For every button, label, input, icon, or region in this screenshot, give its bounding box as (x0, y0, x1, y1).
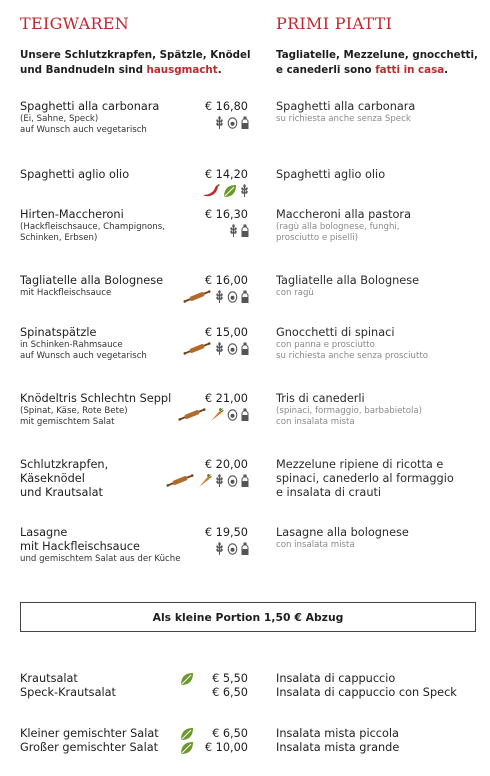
item-desc-it: con insalata mista (276, 540, 355, 550)
item-price: € 16,00 (204, 274, 248, 287)
item-desc-de: Schinken, Erbsen) (20, 233, 98, 243)
item-desc-it: (spinaci, formaggio, barbabietola) (276, 406, 423, 416)
item-desc-it: con ragù (276, 288, 314, 298)
intro-text-de (20, 48, 260, 78)
allergen-icons (229, 224, 249, 237)
allergen-icons (165, 474, 249, 487)
item-de (20, 326, 200, 362)
wheat-icon (215, 116, 224, 129)
rolling-pin-icon (182, 290, 212, 303)
item-name-de: Käseknödel (20, 472, 85, 485)
intro-text: und Bandnudeln sind (20, 64, 147, 76)
salad-prices (192, 727, 248, 755)
salad-name-it: Insalata mista grande (276, 741, 400, 754)
item-name-it: Tris di canederli (276, 392, 365, 405)
carrot-icon (198, 474, 212, 487)
item-desc-it: su richiesta anche senza Speck (276, 114, 411, 124)
milk-icon (241, 542, 249, 555)
item-name-it: e insalata di crauti (276, 486, 382, 499)
intro-text-it (276, 48, 486, 78)
item-it (276, 326, 476, 362)
salad-price: € 10,00 (204, 741, 248, 754)
salad-names-de (20, 672, 200, 700)
item-price: € 16,80 (204, 100, 248, 113)
item-de (20, 274, 200, 299)
salad-name-de: Speck-Krautsalat (20, 686, 116, 699)
item-desc-de: auf Wunsch auch vegetarisch (20, 351, 147, 361)
item-name-it: Mezzelune ripiene di ricotta e (276, 458, 444, 471)
wheat-icon (229, 224, 238, 237)
item-desc-de: (Spinat, Käse, Rote Bete) (20, 406, 128, 416)
item-price: € 15,00 (204, 326, 248, 339)
milk-icon (241, 224, 249, 237)
egg-icon (227, 116, 238, 129)
allergen-icons (215, 116, 249, 129)
carrot-icon (210, 408, 224, 421)
item-price: € 14,20 (204, 168, 248, 181)
egg-icon (227, 290, 238, 303)
salad-price: € 5,50 (212, 672, 248, 685)
item-de (20, 526, 200, 565)
egg-icon (227, 408, 238, 421)
intro-text: e canederli sono (276, 64, 376, 76)
item-name-it: Spaghetti aglio olio (276, 168, 386, 181)
item-it (276, 458, 476, 500)
milk-icon (241, 408, 249, 421)
salad-name-it: Insalata mista piccola (276, 727, 399, 740)
item-desc-it: (ragù alla bolognese, funghi, (276, 222, 400, 232)
egg-icon (227, 342, 238, 355)
item-name-it: Tagliatelle alla Bolognese (276, 274, 420, 287)
salad-name-de: Krautsalat (20, 672, 78, 685)
item-name-it: Lasagne alla bolognese (276, 526, 409, 539)
item-it (276, 392, 476, 428)
intro-line (276, 63, 486, 78)
item-desc-it: prosciutto e piselli) (276, 233, 358, 243)
item-price: € 19,50 (204, 526, 248, 539)
milk-icon (241, 342, 249, 355)
wheat-icon (215, 342, 224, 355)
item-it (276, 168, 476, 182)
allergen-icons (182, 290, 249, 303)
item-name-de: Spaghetti alla carbonara (20, 100, 160, 113)
item-name-it: Maccheroni alla pastora (276, 208, 411, 221)
item-de (20, 208, 200, 244)
item-name-de: Schlutzkrapfen, (20, 458, 109, 471)
item-desc-de: und gemischtem Salat aus der Küche (20, 554, 181, 564)
item-name-de: und Krautsalat (20, 486, 103, 499)
item-desc-it: con insalata mista (276, 417, 355, 427)
item-name-de: Tagliatelle alla Bolognese (20, 274, 164, 287)
item-desc-de: mit gemischtem Salat (20, 417, 115, 427)
item-desc-de: (Ei, Sahne, Speck) (20, 114, 99, 124)
item-it (276, 208, 476, 244)
rolling-pin-icon (177, 408, 207, 421)
intro-line (20, 63, 260, 78)
item-desc-it: con panna e prosciutto (276, 340, 375, 350)
portion-note-box (20, 602, 476, 632)
intro-highlight: fatti in casa (375, 64, 445, 76)
item-price: € 20,00 (204, 458, 248, 471)
item-name-it: Gnocchetti di spinaci (276, 326, 395, 339)
item-price: € 16,30 (204, 208, 248, 221)
egg-icon (227, 542, 238, 555)
item-name-it: Spaghetti alla carbonara (276, 100, 416, 113)
rolling-pin-icon (165, 474, 195, 487)
intro-line: Tagliatelle, Mezzelune, gnocchetti, (276, 49, 478, 61)
salad-names-it (276, 727, 476, 755)
salad-price: € 6,50 (212, 727, 248, 740)
item-it (276, 274, 476, 299)
item-desc-de: (Hackfleischsauce, Champignons, (20, 222, 165, 232)
salad-name-de: Großer gemischter Salat (20, 741, 159, 754)
wheat-icon (215, 474, 224, 487)
allergen-icons (202, 184, 249, 197)
intro-line: Unsere Schlutzkrapfen, Spätzle, Knödel (20, 49, 251, 61)
wheat-icon (215, 542, 224, 555)
intro-text: . (444, 64, 449, 76)
item-de (20, 168, 200, 182)
item-desc-de: auf Wunsch auch vegetarisch (20, 125, 147, 135)
intro-highlight: hausgmacht (146, 64, 218, 76)
item-desc-it: su richiesta anche senza prosciutto (276, 351, 428, 361)
salad-name-it: Insalata di cappuccio (276, 672, 396, 685)
item-it (276, 526, 476, 551)
salad-names-it (276, 672, 476, 700)
allergen-icons (215, 542, 249, 555)
item-name-de: mit Hackfleischsauce (20, 540, 140, 553)
milk-icon (241, 474, 249, 487)
item-name-de: Lasagne (20, 526, 68, 539)
salad-name-it: Insalata di cappuccio con Speck (276, 686, 457, 699)
item-desc-de: in Schinken-Rahmsauce (20, 340, 123, 350)
portion-note: Als kleine Portion 1,50 € Abzug (152, 610, 344, 624)
salad-names-de (20, 727, 200, 755)
salad-name-de: Kleiner gemischter Salat (20, 727, 159, 740)
chili-icon (202, 184, 220, 197)
item-name-de: Hirten-Maccheroni (20, 208, 124, 221)
item-de (20, 100, 200, 136)
intro-text: . (217, 64, 222, 76)
item-name-it: spinaci, canederlo al formaggio (276, 472, 454, 485)
item-name-de: Spinatspätzle (20, 326, 97, 339)
milk-icon (241, 116, 249, 129)
rolling-pin-icon (182, 342, 212, 355)
item-price: € 21,00 (204, 392, 248, 405)
section-heading-it: PRIMI PIATTI (276, 14, 393, 33)
section-heading-de: TEIGWAREN (20, 14, 130, 33)
item-name-de: Spaghetti aglio olio (20, 168, 130, 181)
salad-price: € 6,50 (212, 686, 248, 699)
salad-prices (192, 672, 248, 700)
item-it (276, 100, 476, 125)
vegan-leaf-icon (223, 184, 237, 197)
item-name-de: Knödeltris Schlechtn Seppl (20, 392, 172, 405)
item-desc-de: mit Hackfleischsauce (20, 288, 112, 298)
wheat-icon (240, 184, 249, 197)
item-de (20, 392, 200, 428)
wheat-icon (215, 290, 224, 303)
allergen-icons (182, 342, 249, 355)
egg-icon (227, 474, 238, 487)
milk-icon (241, 290, 249, 303)
allergen-icons (177, 408, 249, 421)
